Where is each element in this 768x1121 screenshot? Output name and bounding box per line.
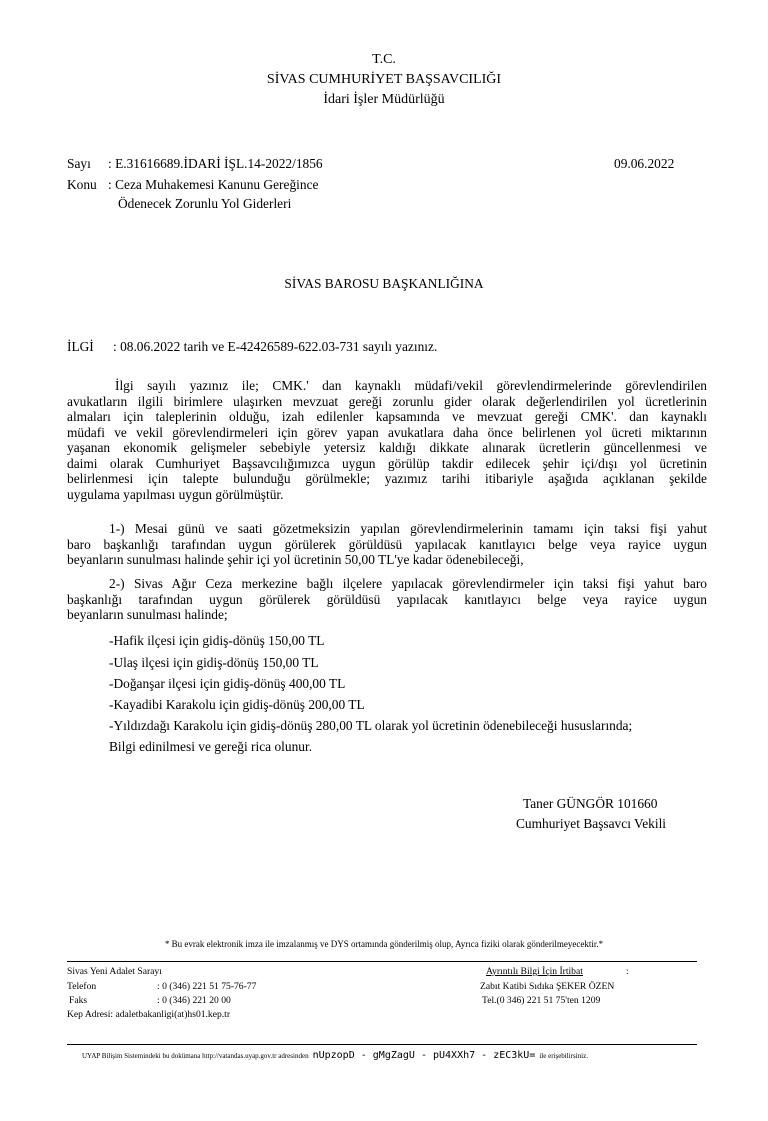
paragraph-line: uygulama yapılması uygun görülmüştür. [67, 486, 284, 502]
paragraph-line: almaları için taleplerinin olduğu, izah edilenler kapsamında ve mevzuat gereği CMK'. dan kaynaklı [67, 409, 707, 424]
paragraph-1 [67, 378, 707, 502]
uyap-verification [82, 1047, 588, 1063]
phone-value: : 0 (346) 221 51 75-76-77 [157, 981, 257, 992]
sayi-label: Sayı [67, 156, 91, 171]
kep-address: Kep Adresi: adaletbakanligi(at)hs01.kep.tr [67, 1009, 231, 1020]
signer-title: Cumhuriyet Başsavcı Vekili [516, 816, 667, 831]
contact-heading: Ayrıntılı Bilgi İçin İrtibat [486, 966, 583, 977]
paragraph-line: daimi olarak Cumhuriyet Başsavcılığımızca uygun görülüp takdir edilecek şehir içi/dışı yol ücretinin [67, 455, 707, 471]
list-item: -Yıldızdağı Karakolu için gidiş-dönüş 280,00 TL olarak yol ücretinin ödenebileceği hususlarında; [109, 718, 633, 733]
header-department: İdari İşler Müdürlüğü [323, 92, 445, 107]
contact-colon: : [626, 966, 629, 977]
uyap-code: nUpzopD - gMgZagU - pU4XXh7 - zEC3kU= [312, 1050, 536, 1061]
document-date: 09.06.2022 [614, 156, 675, 171]
fax-value: : 0 (346) 221 20 00 [157, 995, 231, 1006]
paragraph-line: başkanlığı tarafından uygun görülerek görüldüsü yapılacak kanıtlayıcı belge veya rayice uygun [67, 591, 707, 607]
address-label: Sivas Yeni Adalet Sarayı [67, 966, 162, 977]
paragraph-line: 2-) Sivas Ağır Ceza merkezine bağlı ilçelere yapılacak görevlendirmeler için taksi fişi yahut baro [109, 576, 707, 591]
paragraph-line: İlgi sayılı yazınız ile; CMK.' dan kaynaklı müdafi/vekil görevlendirmelerinde görevlendirilen [115, 378, 707, 393]
sayi-value: : E.31616689.İDARİ İŞL.14-2022/1856 [108, 156, 323, 171]
konu-value-line2: Ödenecek Zorunlu Yol Giderleri [118, 196, 292, 211]
paragraph-line: yaşanan ekonomik gelişmeler sebebiyle yetersiz kaldığı dikkate alınarak ücretlerin güncellenmesi ve [67, 440, 707, 455]
konu-value-line1: : Ceza Muhakemesi Kanunu Gereğince [108, 177, 319, 192]
uyap-suffix: ile erişebilirsiniz. [539, 1052, 588, 1060]
paragraph-line: avukatların ilgili birimlere ulaşırken mevzuat gereği zorunlu gider olarak değerlendirilen yol ücretlerinin [67, 393, 707, 409]
closing-sentence: Bilgi edinilmesi ve gereği rica olunur. [109, 739, 313, 754]
signer-name: Taner GÜNGÖR 101660 [523, 796, 658, 811]
paragraph-line: 1-) Mesai günü ve saati gözetmeksizin yapılan görevlendirmelerinin tamamı için taksi fişi yahut [109, 521, 707, 536]
paragraph-2 [67, 521, 707, 568]
addressee: SİVAS BAROSU BAŞKANLIĞINA [284, 276, 484, 291]
list-item: -Doğanşar ilçesi için gidiş-dönüş 400,00 TL [109, 676, 346, 691]
phone-label: Telefon [67, 981, 97, 992]
list-item: -Hafik ilçesi için gidiş-dönüş 150,00 TL [109, 633, 325, 648]
list-item: -Kayadibi Karakolu için gidiş-dönüş 200,00 TL [109, 697, 365, 712]
header-institution: SİVAS CUMHURİYET BAŞSAVCILIĞI [266, 72, 502, 87]
esign-note: * Bu evrak elektronik imza ile imzalanmış ve DYS ortamında gönderilmiş olup, Ayrıca fiziki olarak gönderilmeyecektir.* [164, 939, 604, 949]
paragraph-line: beyanların sunulması halinde; [67, 607, 228, 622]
paragraph-line: baro başkanlığı tarafından uygun görülerek görüldüsü yapılacak kanıtlayıcı belge veya rayice uygun [67, 536, 707, 552]
paragraph-3 [67, 576, 707, 623]
paragraph-line: beyanların sunulması halinde şehir içi yol ücretinin 50,00 TL'ye kadar ödenebileceği, [67, 552, 524, 567]
konu-label: Konu [67, 177, 97, 192]
header-tc: T.C. [372, 52, 396, 67]
list-item: -Ulaş ilçesi için gidiş-dönüş 150,00 TL [109, 655, 319, 670]
uyap-prefix: UYAP Bilişim Sistemindeki bu dokümana http://vatandas.uyap.gov.tr adresinden [82, 1052, 309, 1060]
footer-divider [67, 961, 697, 962]
contact-phone: Tel.(0 346) 221 51 75'ten 1209 [482, 995, 601, 1006]
paragraph-line: belirlenmesi için talepte bulunduğu görülmekle; yazımız tarihi itibariyle aşağıda açıklanan şekilde [67, 471, 707, 486]
contact-person: Zabıt Katibi Sıdıka ŞEKER ÖZEN [480, 981, 615, 992]
paragraph-line: müdafi ve vekil görevlendirmeleri için görev yapan avukatlara daha önce belirlenen yol ücreti miktarının [67, 424, 707, 440]
uyap-divider [67, 1044, 697, 1045]
ilgi-label: İLGİ [67, 339, 94, 354]
ilgi-value: : 08.06.2022 tarih ve E-42426589-622.03-731 sayılı yazınız. [113, 339, 438, 354]
fax-label: Faks [69, 995, 88, 1006]
